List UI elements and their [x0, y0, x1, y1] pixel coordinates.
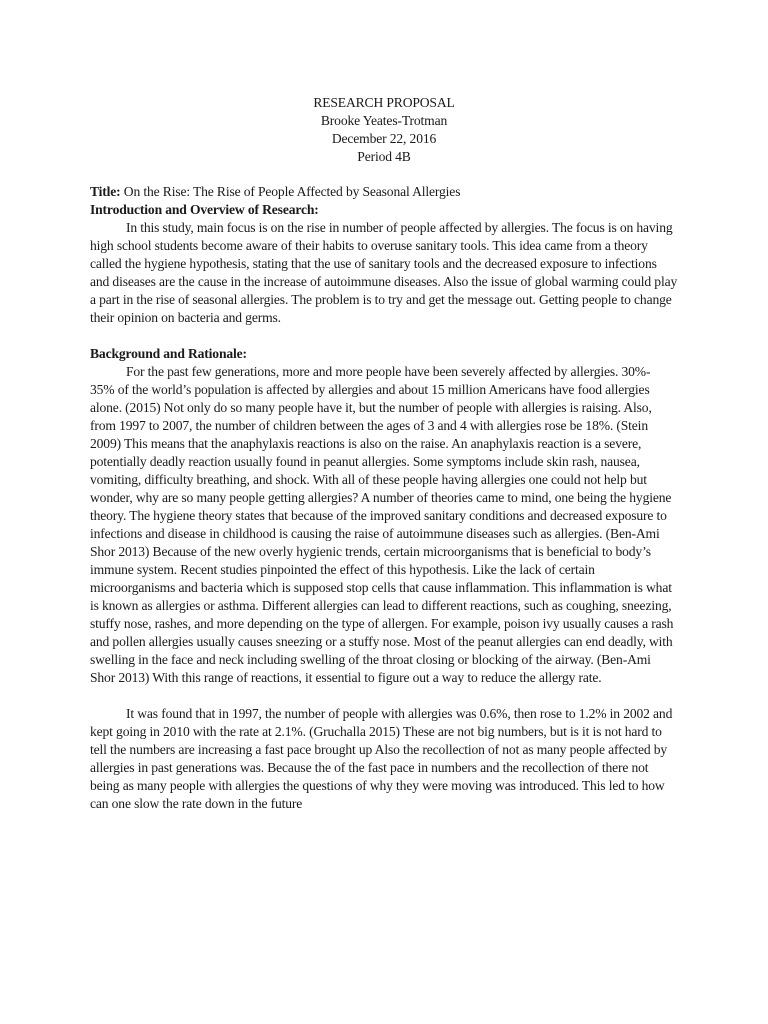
title-text: On the Rise: The Rise of People Affected by Seasonal Allergies — [120, 184, 461, 199]
section-spacer — [90, 327, 678, 345]
document-title: RESEARCH PROPOSAL — [313, 95, 455, 110]
background-paragraph-2: It was found that in 1997, the number of people with allergies was 0.6%, then rose to 1.2% in 2002 and kept going in 2010 with the rate at 2.1%. (Gruchalla 2015) These are not big numbers, but is it is not hard to tell the numbers are increasing a fast pace brought up Also the recollection of not as many people affected by allergies in past generations was. Because the of the fast pace in numbers and the recollection of there not being as many people with allergies the questions of why they were moving was introduced. This led to how can one slow the rate down in the future — [90, 706, 673, 811]
background-paragraph-1: For the past few generations, more and more people have been severely affected by allergies. 30%- 35% of the world’s population is affected by allergies and about 15 million Americans have food allergies alone. (2015) Not only do so many people have it, but the number of people with allergies is raising. Also, from 1997 to 2007, the number of children between the ages of 3 and 4 with allergies rose be 18%. (Stein 2009) This means that the anaphylaxis reactions is also on the raise. An anaphylaxis reaction is a severe, potentially deadly reaction usually found in peanut allergies. Some symptoms include skin rash, nausea, vomiting, difficulty breathing, and shock. With all of these people having allergies one could not help but wonder, why are so many people getting allergies? A number of theories came to mind, one being the hygiene theory. The hygiene theory states that because of the improved sanitary conditions and decreased exposure to infections and disease in childhood is causing the raise of autoimmune diseases such as allergies. (Ben-Ami Shor 2013) Because of the new overly hygienic trends, certain microorganisms that is beneficial to body’s immune system. Recent studies pinpointed the effect of this hypothesis. Like the lack of certain microorganisms and bacteria which is supposed stop cells that cause inflammation. This inflammation is what is known as allergies or asthma. Different allergies can lead to different reactions, such as coughing, sneezing, stuffy nose, rashes, and more depending on the type of allergen. For example, poison ivy usually causes a rash and pollen allergies usually causes sneezing or a stuffy nose. Most of the peanut allergies can end deadly, with swelling in the face and neck including swelling of the throat closing or blocking of the airway. (Ben-Ami Shor 2013) With this range of reactions, it essential to figure out a way to reduce the allergy rate. — [90, 364, 674, 685]
class-period: Period 4B — [357, 149, 411, 164]
document-body — [90, 183, 678, 813]
introduction-paragraph: In this study, main focus is on the rise in number of people affected by allergies. The focus is on having high school students become aware of their habits to overuse sanitary tools. This idea came from a theory called the hygiene hypothesis, stating that the use of sanitary tools and the decreased exposure to infections and diseases are the cause in the increase of autoimmune diseases. Also the issue of global warming could play a part in the rise of seasonal allergies. The problem is to try and get the message out. Getting people to change their opinion on bacteria and germs. — [90, 220, 678, 325]
document-header — [90, 94, 678, 166]
author-name: Brooke Yeates-Trotman — [320, 113, 448, 128]
document-date: December 22, 2016 — [331, 131, 437, 146]
introduction-heading: Introduction and Overview of Research: — [90, 202, 319, 217]
paragraph-spacer — [90, 687, 678, 705]
title-label: Title: — [90, 184, 121, 199]
background-heading: Background and Rationale: — [90, 346, 247, 361]
title-line — [90, 183, 678, 201]
